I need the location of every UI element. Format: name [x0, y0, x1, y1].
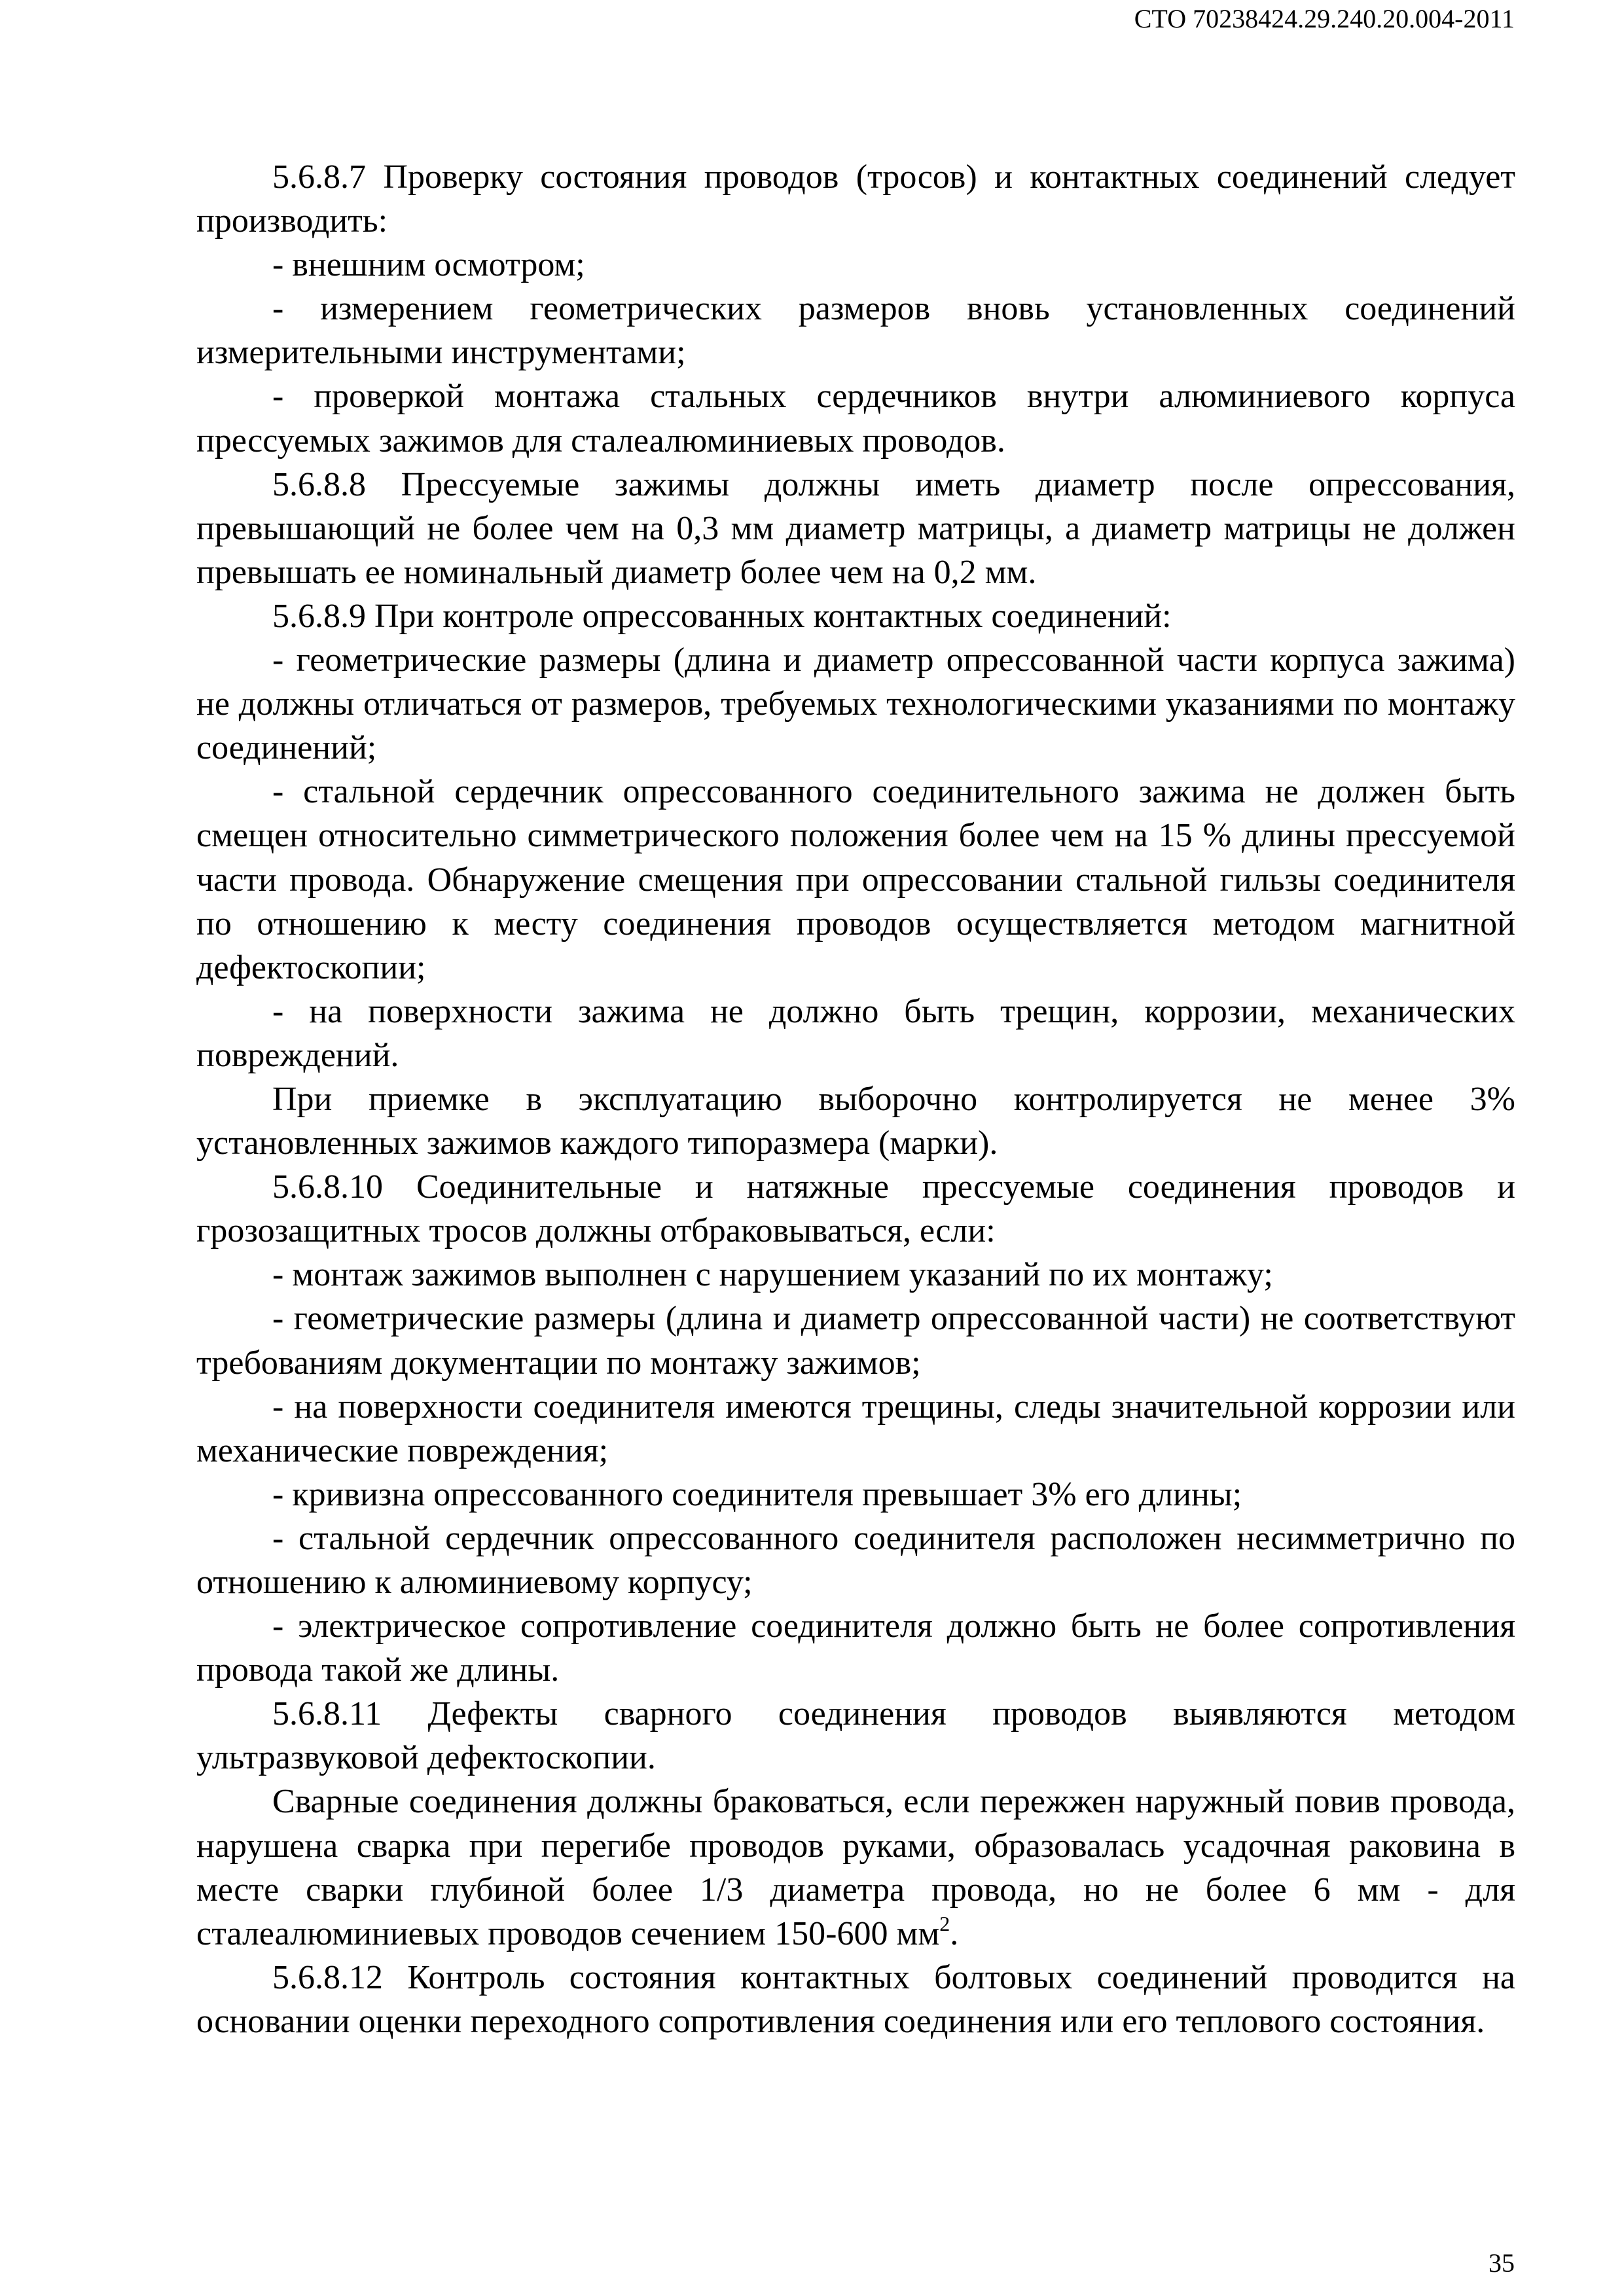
- paragraph-weld-rejection: [196, 1780, 1515, 1955]
- list-item-electrical-resistance: - электрическое сопротивление соединителя должно быть не более сопротивления провода такой же длины.: [196, 1607, 1515, 1689]
- page-number: 35: [1489, 2248, 1515, 2278]
- list-item-core-mounting-check: - проверкой монтажа стальных сердечников внутри алюминиевого корпуса прессуемых зажимов для сталеалюминиевых проводов.: [196, 378, 1515, 459]
- list-item-curvature: - кривизна опрессованного соединителя превышает 3% его длины;: [272, 1475, 1242, 1513]
- paragraph-5-6-8-9: 5.6.8.9 При контроле опрессованных контактных соединений:: [272, 597, 1172, 635]
- list-item-asymmetric-core: - стальной сердечник опрессованного соединителя расположен несимметрично по отношению к алюминиевому корпусу;: [196, 1519, 1515, 1601]
- list-item-connector-surface-damage: - на поверхности соединителя имеются трещины, следы значительной коррозии или механические повреждения;: [196, 1388, 1515, 1469]
- list-item-visual-inspection: - внешним осмотром;: [272, 246, 585, 284]
- list-item-dimension-mismatch: - геометрические размеры (длина и диаметр опрессованной части) не соответствуют требованиям документации по монтажу зажимов;: [196, 1300, 1515, 1382]
- document-code-header: СТО 70238424.29.240.20.004-2011: [1134, 4, 1515, 33]
- paragraph-5-6-8-11: 5.6.8.11 Дефекты сварного соединения проводов выявляются методом ультразвуковой дефектоскопии.: [196, 1695, 1515, 1777]
- weld-rejection-text: Сварные соединения должны браковаться, если пережжен наружный повив провода, нарушена сварка при перегибе проводов руками, образовалась усадочная раковина в месте сварки глубиной более 1/3 диаметра провода, но не более 6 мм - для сталеалюминиевых проводов сечением 150-600 мм: [196, 1783, 1515, 1952]
- list-item-steel-core-offset: - стальной сердечник опрессованного соединительного зажима не должен быть смещен относительно симметрического положения более чем на 15 % длины прессуемой части провода. Обнаружение смещения при опрессовании стальной гильзы соединителя по отношению к месту соединения проводов осуществляется методом магнитной дефектоскопии;: [196, 773, 1515, 986]
- paragraph-5-6-8-8: 5.6.8.8 Прессуемые зажимы должны иметь диаметр после опрессования, превышающий не более чем на 0,3 мм диаметр матрицы, а диаметр матрицы не должен превышать ее номинальный диаметр более чем на 0,2 мм.: [196, 465, 1515, 591]
- paragraph-5-6-8-12: 5.6.8.12 Контроль состояния контактных болтовых соединений проводится на основании оценки переходного сопротивления соединения или его теплового состояния.: [196, 1958, 1515, 2040]
- superscript-exponent: 2: [939, 1912, 950, 1936]
- sentence-end: .: [950, 1914, 959, 1952]
- paragraph-5-6-8-10: 5.6.8.10 Соединительные и натяжные прессуемые соединения проводов и грозозащитных тросов должны отбраковываться, если:: [196, 1168, 1515, 1250]
- paragraph-acceptance-sampling: При приемке в эксплуатацию выборочно контролируется не менее 3% установленных зажимов каждого типоразмера (марки).: [196, 1080, 1515, 1162]
- document-body: [196, 155, 1515, 2043]
- paragraph-5-6-8-7: 5.6.8.7 Проверку состояния проводов (тросов) и контактных соединений следует производить:: [196, 158, 1515, 240]
- list-item-geometric-measurement: - измерением геометрических размеров вновь установленных соединений измерительными инструментами;: [196, 290, 1515, 372]
- list-item-surface-defects: - на поверхности зажима не должно быть трещин, коррозии, механических повреждений.: [196, 992, 1515, 1074]
- list-item-geometric-dimensions: - геометрические размеры (длина и диаметр опрессованной части корпуса зажима) не должны отличаться от размеров, требуемых технологическими указаниями по монтажу соединений;: [196, 641, 1515, 767]
- list-item-mounting-violation: - монтаж зажимов выполнен с нарушением указаний по их монтажу;: [272, 1256, 1273, 1294]
